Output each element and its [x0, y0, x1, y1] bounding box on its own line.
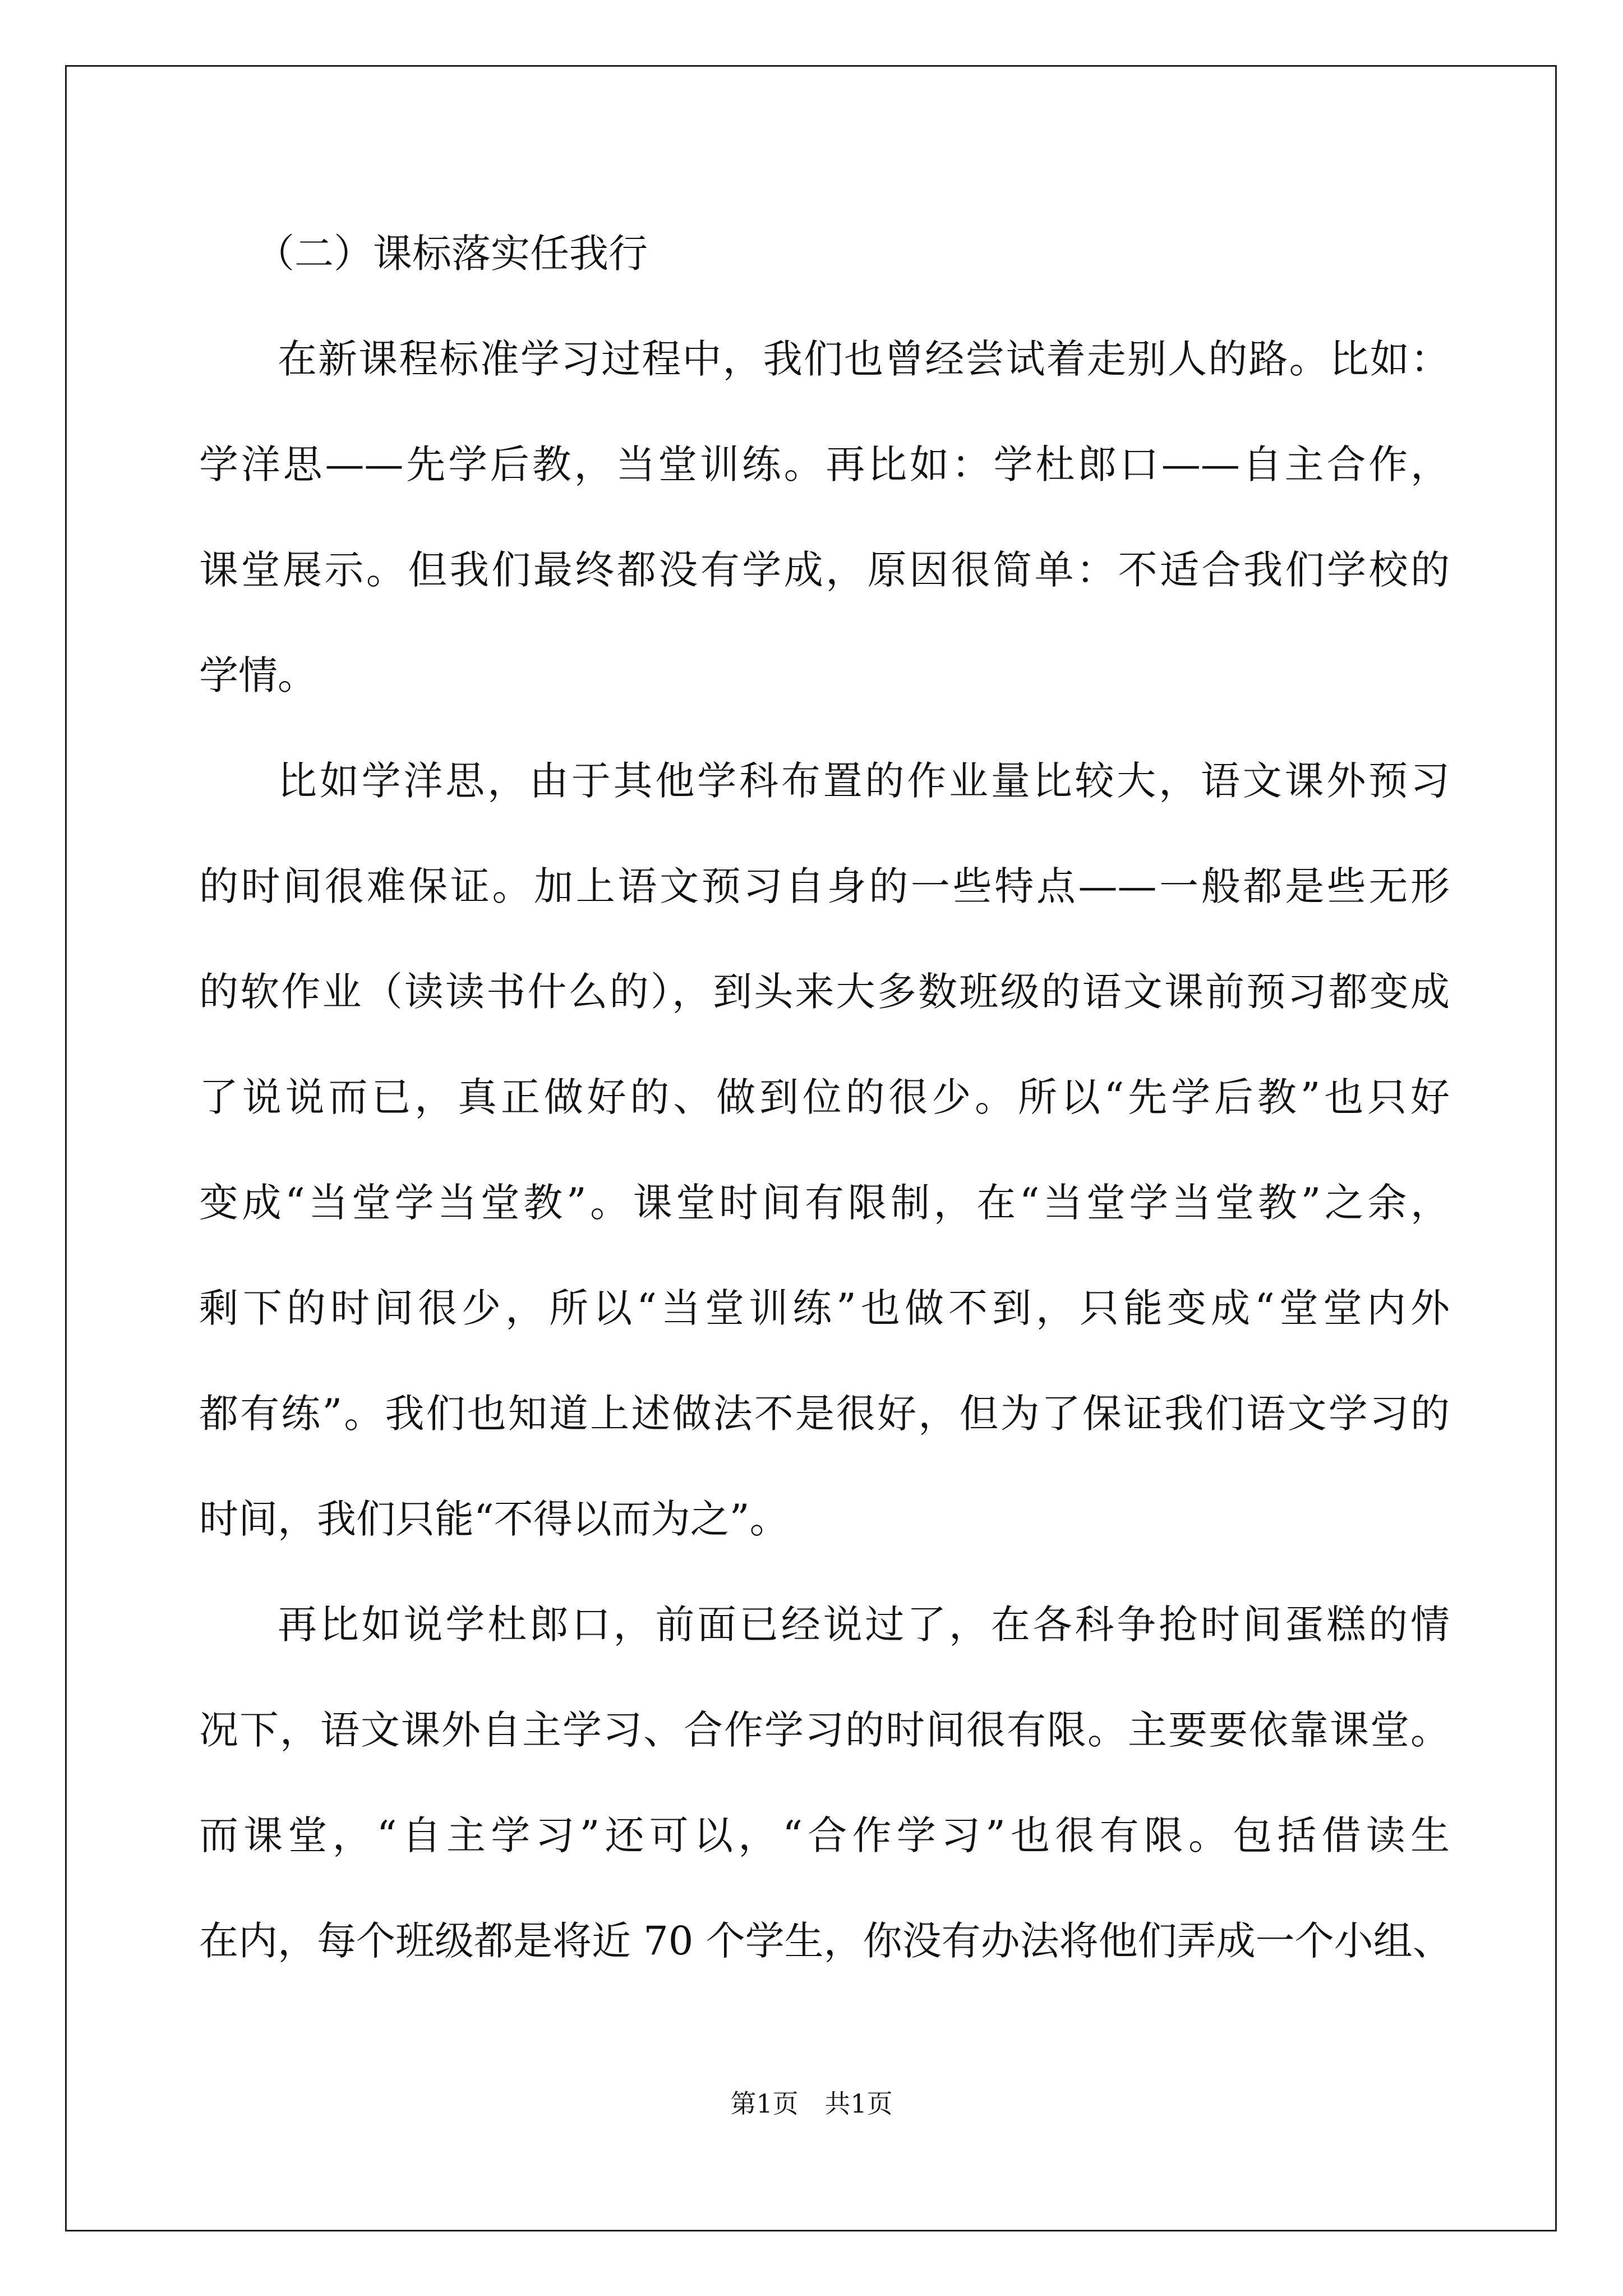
paragraph-3-line-4: 在内，每个班级都是将近 70 个学生，你没有办法将他们弄成一个小组、: [199, 1918, 1452, 1964]
paragraph-2-line-6: 剩下的时间很少，所以“当堂训练”也做不到，只能变成“堂堂内外: [199, 1285, 1450, 1331]
paragraph-1-line-2: 学洋思——先学后教，当堂训练。再比如：学杜郎口——自主合作，: [199, 441, 1450, 487]
paragraph-3-line-3: 而课堂，“自主学习”还可以，“合作学习”也很有限。包括借读生: [199, 1812, 1450, 1858]
document-body: [199, 201, 1450, 1994]
page-footer: [0, 2087, 1623, 2120]
paragraph-2-line-7: 都有练”。我们也知道上述做法不是很好，但为了保证我们语文学习的: [199, 1391, 1450, 1437]
paragraph-2-line-4: 了说说而已，真正做好的、做到位的很少。所以“先学后教”也只好: [199, 1074, 1450, 1120]
page-number-total: 共1页: [824, 2088, 893, 2119]
paragraph-2-line-1: 比如学洋思，由于其他学科布置的作业量比较大，语文课外预习: [278, 758, 1450, 804]
paragraph-2-line-5: 变成“当堂学当堂教”。课堂时间有限制，在“当堂学当堂教”之余，: [199, 1180, 1450, 1226]
paragraph-1-line-3: 课堂展示。但我们最终都没有学成，原因很简单：不适合我们学校的: [199, 547, 1450, 593]
paragraph-3-line-2: 况下，语文课外自主学习、合作学习的时间很有限。主要要依靠课堂。: [199, 1707, 1450, 1753]
paragraph-3-line-1: 再比如说学杜郎口，前面已经说过了，在各科争抢时间蛋糕的情: [278, 1602, 1450, 1648]
page-number-current: 第1页: [730, 2088, 799, 2119]
paragraph-1-line-1: 在新课程标准学习过程中，我们也曾经尝试着走别人的路。比如：: [278, 336, 1450, 382]
section-heading: （二）课标落实任我行: [255, 231, 648, 277]
paragraph-2-line-8: 时间，我们只能“不得以而为之”。: [199, 1496, 789, 1542]
paragraph-2-line-3: 的软作业（读读书什么的），到头来大多数班级的语文课前预习都变成: [199, 969, 1450, 1015]
paragraph-1-line-4: 学情。: [199, 652, 317, 698]
paragraph-2-line-2: 的时间很难保证。加上语文预习自身的一些特点——一般都是些无形: [199, 863, 1450, 909]
